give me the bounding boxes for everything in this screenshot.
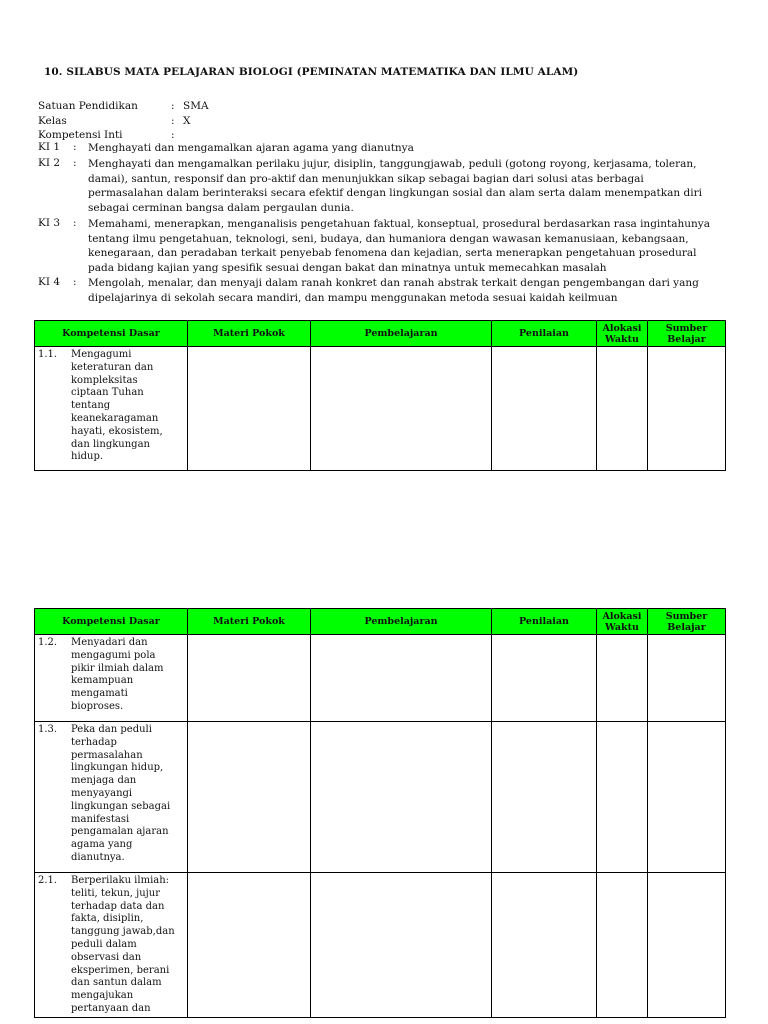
- alokasi-waktu-cell: [597, 873, 648, 1018]
- header-kompetensi-dasar: Kompetensi Dasar: [35, 321, 188, 347]
- info-row-kompetensi-inti: Kompetensi Inti :: [38, 129, 175, 141]
- identity-block: [38, 99, 738, 143]
- penilaian-cell: [492, 635, 597, 722]
- table-row: [35, 635, 726, 722]
- kd-text: Mengagumi keteraturan dan kompleksitas ciptaan Tuhan tentang keanekaragaman hayati, ekosistem, dan lingkungan hidup.: [71, 349, 163, 463]
- kd-cell: [35, 347, 188, 471]
- kd-text: Berperilaku ilmiah: teliti, tekun, jujur terhadap data dan fakta, disiplin, tanggung jawab,dan peduli dalam observasi dan eksperimen, berani dan santun dalam mengajukan pertanyaan dan: [71, 875, 175, 1014]
- penilaian-cell: [492, 722, 597, 873]
- pembelajaran-cell: [311, 347, 492, 471]
- ki-code: KI 2: [38, 157, 61, 169]
- kd-text: Menyadari dan mengagumi pola pikir ilmiah dalam kemampuan mengamati bioproses.: [71, 637, 164, 712]
- info-label: Kelas: [38, 114, 67, 127]
- header-materi-pokok: Materi Pokok: [188, 321, 311, 347]
- sumber-belajar-cell: [648, 873, 726, 1018]
- header-kompetensi-dasar: Kompetensi Dasar: [35, 609, 188, 635]
- header-pembelajaran: Pembelajaran: [311, 609, 492, 635]
- ki-2: KI 2 : Menghayati dan mengamalkan perilaku jujur, disiplin, tanggungjawab, peduli (gotong royong, kerjasama, toleran, damai), santun, responsif dan pro-aktif dan menunjukkan sikap sebagai bagian dari solusi atas berbagai permasalahan dalam berinteraksi secara efektif dengan lingkungan sosial dan alam serta dalam menempatkan diri sebagai cerminan bangsa dalam pergaulan dunia.: [38, 157, 738, 217]
- kd-cell: [35, 873, 188, 1018]
- sumber-belajar-cell: [648, 722, 726, 873]
- pembelajaran-cell: [311, 635, 492, 722]
- document-title: 10. SILABUS MATA PELAJARAN BIOLOGI (PEMINATAN MATEMATIKA DAN ILMU ALAM): [44, 66, 579, 78]
- kd-cell: [35, 722, 188, 873]
- ki-text: Menghayati dan mengamalkan perilaku jujur, disiplin, tanggungjawab, peduli (gotong royong, kerjasama, toleran, damai), santun, responsif dan pro-aktif dan menunjukkan sikap sebagai bagian dari solusi atas berbagai permasalahan dalam berinteraksi secara efektif dengan lingkungan sosial dan alam serta dalam menempatkan diri sebagai cerminan bangsa dalam pergaulan dunia.: [88, 158, 702, 215]
- info-value: X: [183, 114, 191, 127]
- alokasi-waktu-cell: [597, 635, 648, 722]
- header-sumber-belajar: Sumber Belajar: [648, 609, 726, 635]
- ki-code: KI 4: [38, 276, 61, 288]
- alokasi-waktu-cell: [597, 722, 648, 873]
- pembelajaran-cell: [311, 722, 492, 873]
- penilaian-cell: [492, 347, 597, 471]
- materi-pokok-cell: [188, 347, 311, 471]
- ki-text: Memahami, menerapkan, menganalisis pengetahuan faktual, konseptual, prosedural berdasarkan rasa ingintahunya tentang ilmu pengetahuan, teknologi, seni, budaya, dan humaniora dengan wawasan kemanusiaan, kebangsaan, kenegaraan, dan peradaban terkait penyebab fenomena dan kejadian, serta menerapkan pengetahuan prosedural pada bidang kajian yang spesifik sesuai dengan bakat dan minatnya untuk memecahkan masalah: [88, 218, 710, 275]
- table-row: [35, 722, 726, 873]
- sumber-belajar-cell: [648, 635, 726, 722]
- info-row-kelas: Kelas : X: [38, 114, 191, 127]
- table-row: [35, 347, 726, 471]
- header-penilaian: Penilaian: [492, 609, 597, 635]
- materi-pokok-cell: [188, 873, 311, 1018]
- header-penilaian: Penilaian: [492, 321, 597, 347]
- table-header-row: [35, 609, 726, 635]
- info-label: Kompetensi Inti: [38, 129, 123, 141]
- header-alokasi-waktu: Alokasi Waktu: [597, 609, 648, 635]
- materi-pokok-cell: [188, 635, 311, 722]
- syllabus-table-1: [34, 320, 726, 471]
- info-value: SMA: [183, 100, 209, 112]
- ki-text: Mengolah, menalar, dan menyaji dalam ranah konkret dan ranah abstrak terkait dengan pengembangan dari yang dipelajarinya di sekolah secara mandiri, dan mampu menggunakan metoda sesuai kaidah keilmuan: [88, 277, 699, 304]
- syllabus-table-2: [34, 608, 726, 1018]
- ki-1: KI 1 : Menghayati dan mengamalkan ajaran agama yang dianutnya: [38, 141, 738, 156]
- pembelajaran-cell: [311, 873, 492, 1018]
- ki-text: Menghayati dan mengamalkan ajaran agama yang dianutnya: [88, 142, 414, 154]
- kd-number: 1.2.: [38, 637, 58, 648]
- sumber-belajar-cell: [648, 347, 726, 471]
- kd-number: 1.1.: [38, 349, 58, 360]
- materi-pokok-cell: [188, 722, 311, 873]
- kd-cell: [35, 635, 188, 722]
- kd-text: Peka dan peduli terhadap permasalahan lingkungan hidup, menjaga dan menyayangi lingkungan sebagai manifestasi pengamalan ajaran agama yang dianutnya.: [71, 724, 171, 863]
- kd-number: 1.3.: [38, 724, 58, 735]
- ki-3: KI 3 : Memahami, menerapkan, menganalisis pengetahuan faktual, konseptual, prosedural berdasarkan rasa ingintahunya tentang ilmu pengetahuan, teknologi, seni, budaya, dan humaniora dengan wawasan kemanusiaan, kebangsaan, kenegaraan, dan peradaban terkait penyebab fenomena dan kejadian, serta menerapkan pengetahuan prosedural pada bidang kajian yang spesifik sesuai dengan bakat dan minatnya untuk memecahkan masalah: [38, 217, 738, 277]
- ki-4: KI 4 : Mengolah, menalar, dan menyaji dalam ranah konkret dan ranah abstrak terkait dengan pengembangan dari yang dipelajarinya di sekolah secara mandiri, dan mampu menggunakan metoda sesuai kaidah keilmuan: [38, 276, 738, 306]
- ki-code: KI 1: [38, 141, 61, 153]
- header-pembelajaran: Pembelajaran: [311, 321, 492, 347]
- header-alokasi-waktu: Alokasi Waktu: [597, 321, 648, 347]
- kd-number: 2.1.: [38, 875, 58, 886]
- table-header-row: [35, 321, 726, 347]
- info-label: Satuan Pendidikan: [38, 100, 138, 112]
- penilaian-cell: [492, 873, 597, 1018]
- header-materi-pokok: Materi Pokok: [188, 609, 311, 635]
- header-sumber-belajar: Sumber Belajar: [648, 321, 726, 347]
- info-row-satuan: Satuan Pendidikan : SMA: [38, 100, 209, 112]
- alokasi-waktu-cell: [597, 347, 648, 471]
- table-row: [35, 873, 726, 1018]
- ki-code: KI 3: [38, 217, 61, 229]
